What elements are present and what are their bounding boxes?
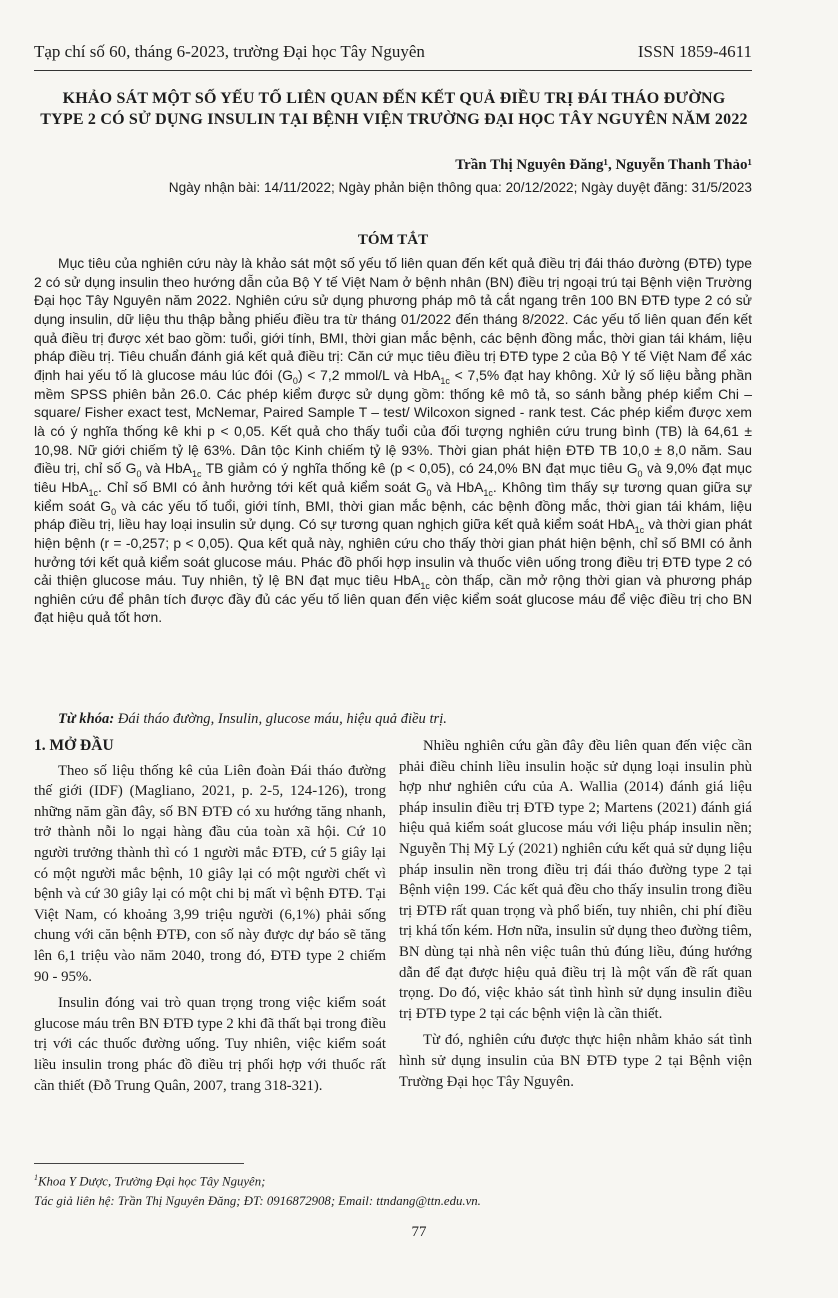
keywords-label: Từ khóa: [58, 711, 115, 727]
paragraph: Từ đó, nghiên cứu được thực hiện nhằm khảo sát tình hình sử dụng insulin của BN ĐTĐ type 2 tại Bệnh viện Trường Đại học Tây Nguyên. [399, 1032, 752, 1090]
footnote-affiliation: $^1$Khoa Y Dược, Trường Đại học Tây Nguyên; [34, 1173, 266, 1189]
column-right [399, 736, 752, 1098]
page-number: 77 [411, 1224, 427, 1240]
abstract-heading: TÓM TẮT [357, 232, 429, 248]
paragraph: Nhiều nghiên cứu gần đây đều liên quan đến việc cần phải điều chỉnh liều insulin hoặc sử dụng loại insulin phù hợp như nghiên cứu của A. Wallia (2014) đánh giá liệu pháp insulin điều trị ĐTĐ type 2; Martens (2021) đánh giá hiệu quả kiểm soát glucose máu với liệu pháp insulin nền; Nguyễn Thị Mỹ Lý (2021) nghiên cứu kết quả sử dụng liệu pháp insulin nền trong điều trị đái tháo đường type 2 tại Bệnh viện 199. Các kết quả đều cho thấy insulin trong điều trị ĐTĐ rất quan trọng và phổ biến, tuy nhiên, chi phí điều trị khá tốn kém. Hơn nữa, insulin sử dụng theo đường tiêm, BN dùng tại nhà nên việc tuân thủ đúng liều, đúng hướng dẫn để đạt được hiệu quả điều trị là một vấn đề rất quan trọng. Do đó, việc khảo sát tình hình sử dụng insulin điều trị ĐTĐ type 2 tại các bệnh viện là cần thiết. [399, 738, 752, 1022]
article-title: KHẢO SÁT MỘT SỐ YẾU TỐ LIÊN QUAN ĐẾN KẾT QUẢ ĐIỀU TRỊ ĐÁI THÁO ĐƯỜNG TYPE 2 CÓ SỬ DỤNG INSULIN TẠI BỆNH VIỆN TRƯỜNG ĐẠI HỌC TÂY NGUYÊN NĂM 2022 [40, 90, 748, 128]
keywords [34, 710, 752, 728]
header-rule [34, 70, 752, 71]
footnote-contact: Tác giả liên hệ: Trần Thị Nguyên Đăng; ĐT: 0916872908; Email: ttndang@ttn.edu.vn. [34, 1194, 481, 1209]
authors: Trần Thị Nguyên Đăng¹, Nguyễn Thanh Thảo¹ [455, 157, 752, 173]
keywords-text: Đái tháo đường, Insulin, glucose máu, hiệu quả điều trị. [114, 711, 447, 727]
footnotes [34, 1168, 752, 1211]
section-heading: 1. MỞ ĐẦU [34, 737, 114, 754]
article-dates: Ngày nhận bài: 14/11/2022; Ngày phản biện thông qua: 20/12/2022; Ngày duyệt đăng: 31/5/2023 [168, 180, 752, 195]
issn: ISSN 1859-4611 [637, 42, 752, 61]
footnote-rule [34, 1163, 244, 1164]
paragraph: Insulin đóng vai trò quan trọng trong việc kiểm soát glucose máu trên BN ĐTĐ type 2 khi đã thất bại trong điều trị với các thuốc đường uống. Tuy nhiên, việc kiểm soát liều insulin trong phác đồ điều trị phối hợp với thuốc rất cần thiết (Đỗ Trung Quân, 2007, trang 318-321). [34, 995, 386, 1094]
running-header [34, 42, 752, 62]
journal-name: Tạp chí số 60, tháng 6-2023, trường Đại học Tây Nguyên [34, 42, 425, 61]
abstract-body [34, 254, 752, 627]
abstract-paragraph: Mục tiêu của nghiên cứu này là khảo sát một số yếu tố liên quan đến kết quả điều trị đái tháo đường (ĐTĐ) type 2 có sử dụng insulin theo hướng dẫn của Bộ Y tế Việt Nam ở bệnh nhân (BN) điều trị ngoại trú tại Bệnh viện Trường Đại học Tây Nguyên năm 2022. Nghiên cứu sử dụng phương pháp mô tả cắt ngang trên 100 BN ĐTĐ type 2 có sử dụng insulin, dữ liệu thu thập bằng phiếu điều tra từ tháng 01/2022 đến tháng 8/2022. Các yếu tố liên quan đến kết quả điều trị được xét bao gồm: tuổi, giới tính, BMI, thời gian mắc bệnh, các bệnh đồng mắc, thời gian tái khám, liệu pháp điều trị. Tiêu chuẩn đánh giá kết quả điều trị: Căn cứ mục tiêu điều trị ĐTĐ type 2 của Bộ Y tế Việt Nam để xác định hai yếu tố là glucose máu lúc đói $(G_0) < 7,2$ mmol/L và HbA$_{1c}$ < 7,5% đạt hay không. Xử lý số liệu bằng phần mềm SPSS phiên bản 26.0. Các phép kiểm được sử dụng gồm: thống kê mô tả, so sánh bằng phép kiểm Chi – square/ Fisher exact test, McNemar, Paired Sample T – test/ Wilcoxon signed - rank test. Các phép kiểm được xem là có ý nghĩa thống kê khi p < 0,05. Kết quả cho thấy tuổi của đối tượng nghiên cứu trung bình (TB) là 64,61 ± 10,98. Nữ giới chiếm tỷ lệ 63%. Dân tộc Kinh chiếm tỷ lệ 93%. Thời gian phát hiện ĐTĐ TB 10,0 ± 8,0 năm. Sau điều trị, chỉ số $G_0$ và HbA$_{1c}$ TB giảm có ý nghĩa thống kê (p < 0,05), có 24,0% BN đạt mục tiêu $G_0$ và 9,0% đạt mục tiêu HbA$_{1c}$. Chỉ số BMI có ảnh hưởng tới kết quả kiểm soát $G_0$ và HbA$_{1c}$. Không tìm thấy sự tương quan giữa sự kiểm soát $G_0$ và các yếu tố tuổi, giới tính, BMI, thời gian mắc bệnh, các bệnh đồng mắc, thời gian tái khám, liệu pháp điều trị, liều hay loại insulin sử dụng. Có sự tương quan nghịch giữa kết quả kiểm soát HbA$_{1c}$ và thời gian phát hiện bệnh (r = -0,257; p < 0,05). Qua kết quả này, nghiên cứu cho thấy thời gian phát hiện bệnh, chỉ số BMI có ảnh hưởng tới kết quả kiểm soát glucose máu. Phác đồ phối hợp insulin và thuốc viên uống trong điều trị ĐTĐ type 2 có cải thiện glucose máu. Tuy nhiên, tỷ lệ BN đạt mục tiêu HbA$_{1c}$ còn thấp, cần mở rộng thời gian và phương pháp nghiên cứu để phân tích được đầy đủ các yếu tố liên quan đến việc kiểm soát glucose máu để việc điều trị cho BN đạt hiệu quả tốt hơn. [34, 255, 752, 626]
column-left [34, 736, 386, 1102]
paragraph: Theo số liệu thống kê của Liên đoàn Đái tháo đường thế giới (IDF) (Magliano, 2021, p. 2-5, 124-126), trong những năm gần đây, số BN ĐTĐ có xu hướng tăng nhanh, trở thành nỗi lo ngại hàng đầu của toàn xã hội. Cứ 10 người trưởng thành thì có 1 người mắc ĐTĐ, cứ 5 giây lại có một người mắc bệnh, 10 giây lại có một người chết vì bệnh và cứ 30 giây lại có một chi bị mất vì bệnh ĐTĐ. Tại Việt Nam, có khoảng 3,99 triệu người (6,1%) phải sống chung với căn bệnh ĐTĐ, con số này được dự báo sẽ tăng lên 6,1 triệu vào năm 2040, trong đó, ĐTĐ type 2 chiếm 90 - 95%. [34, 762, 386, 985]
